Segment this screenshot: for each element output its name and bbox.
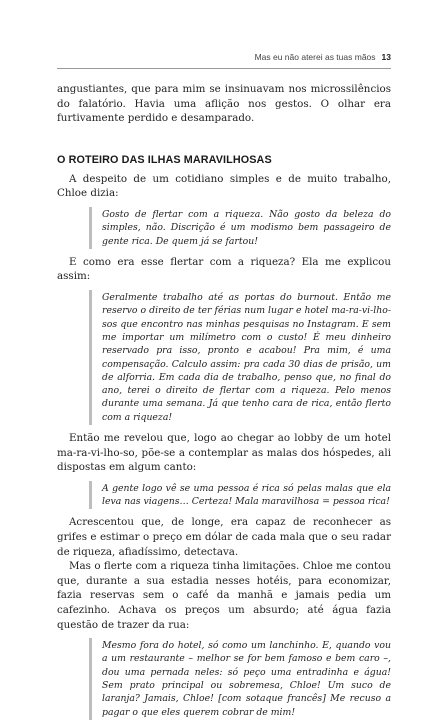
quote-3 [89,481,391,510]
quote-2-text: Geralmente trabalho até as portas do burnout. Então me reservo o direito de ter férias num lugar e hotel ma-ra-vi-lho-sos que encontro nas minhas pesquisas no Instagram. E sem me importar um milímetro com o custo! É meu dinheiro reservado pra isso, pronto e acabou! Pra mim, é uma compensação. Calculo assim: pra cada 30 dias de prisão, um de alforria. Em cada dia de trabalho, penso que, no final do ano, terei o direito de flertar com a riqueza. Pelo menos durante uma semana. Já que tenho cara de rica, então flerto com a riqueza! [102,292,391,423]
paragraph-2: A despeito de um cotidiano simples e de muito trabalho, Chloe dizia: [57,172,391,200]
quote-4 [89,638,391,720]
quote-3-text: A gente logo vê se uma pessoa é rica só pelas malas que ela leva nas viagens… Certeza! Mala maravilhosa = pessoa rica! [102,482,391,508]
paragraph-6: Mas o flerte com a riqueza tinha limitações. Chloe me contou que, durante a sua estadia nesses hotéis, para economizar, fazia reservas sem o café da manhã e jamais pedia um cafezinho. Achava os preços um absurdo; até água fazia questão de trazer da rua: [57,560,391,631]
page-body [57,82,391,726]
quote-2 [89,290,391,425]
paragraph-3: E como era esse flertar com a riqueza? Ela me explicou assim: [57,255,391,283]
quote-4-text: Mesmo fora do hotel, só como um lanchinho. E, quando vou a um restaurante – melhor se for bem famoso e bem caro –, dou uma pernada neles: só peço uma entradinha e água! Sem prato principal ou sobremesa, Chloe! Um suco de laranja? Jamais, Chloe! [com sotaque francês] Me recuso a pagar o que eles querem cobrar de mim! [102,640,391,718]
quote-1 [89,207,391,249]
paragraph-4: Então me revelou que, logo ao chegar ao lobby de um hotel ma-ra-vi-lho-so, põe-se a contemplar as malas dos hóspedes, ali dispostas em algum canto: [57,432,391,474]
paragraph-1: angustiantes, que para mim se insinuavam nos microssilêncios do falatório. Havia uma aflição nos gestos. O olhar era furtivamente perdido e desamparado. [57,83,391,125]
section-heading: O ROTEIRO DAS ILHAS MARAVILHOSAS [57,153,272,166]
header-rule [57,68,391,69]
running-title: Mas eu não aterei as tuas mãos [254,52,376,62]
paragraph-5: Acrescentou que, de longe, era capaz de reconhecer as grifes e estimar o preço em dólar de cada mala que o seu radar de riqueza, afiadíssimo, detectava. [57,516,391,558]
page-number: 13 [381,52,391,62]
running-header [255,52,391,62]
quote-1-text: Gosto de flertar com a riqueza. Não gosto da beleza do simples, não. Discrição é um modismo bem passageiro de gente rica. De quem já se fartou! [102,208,391,247]
